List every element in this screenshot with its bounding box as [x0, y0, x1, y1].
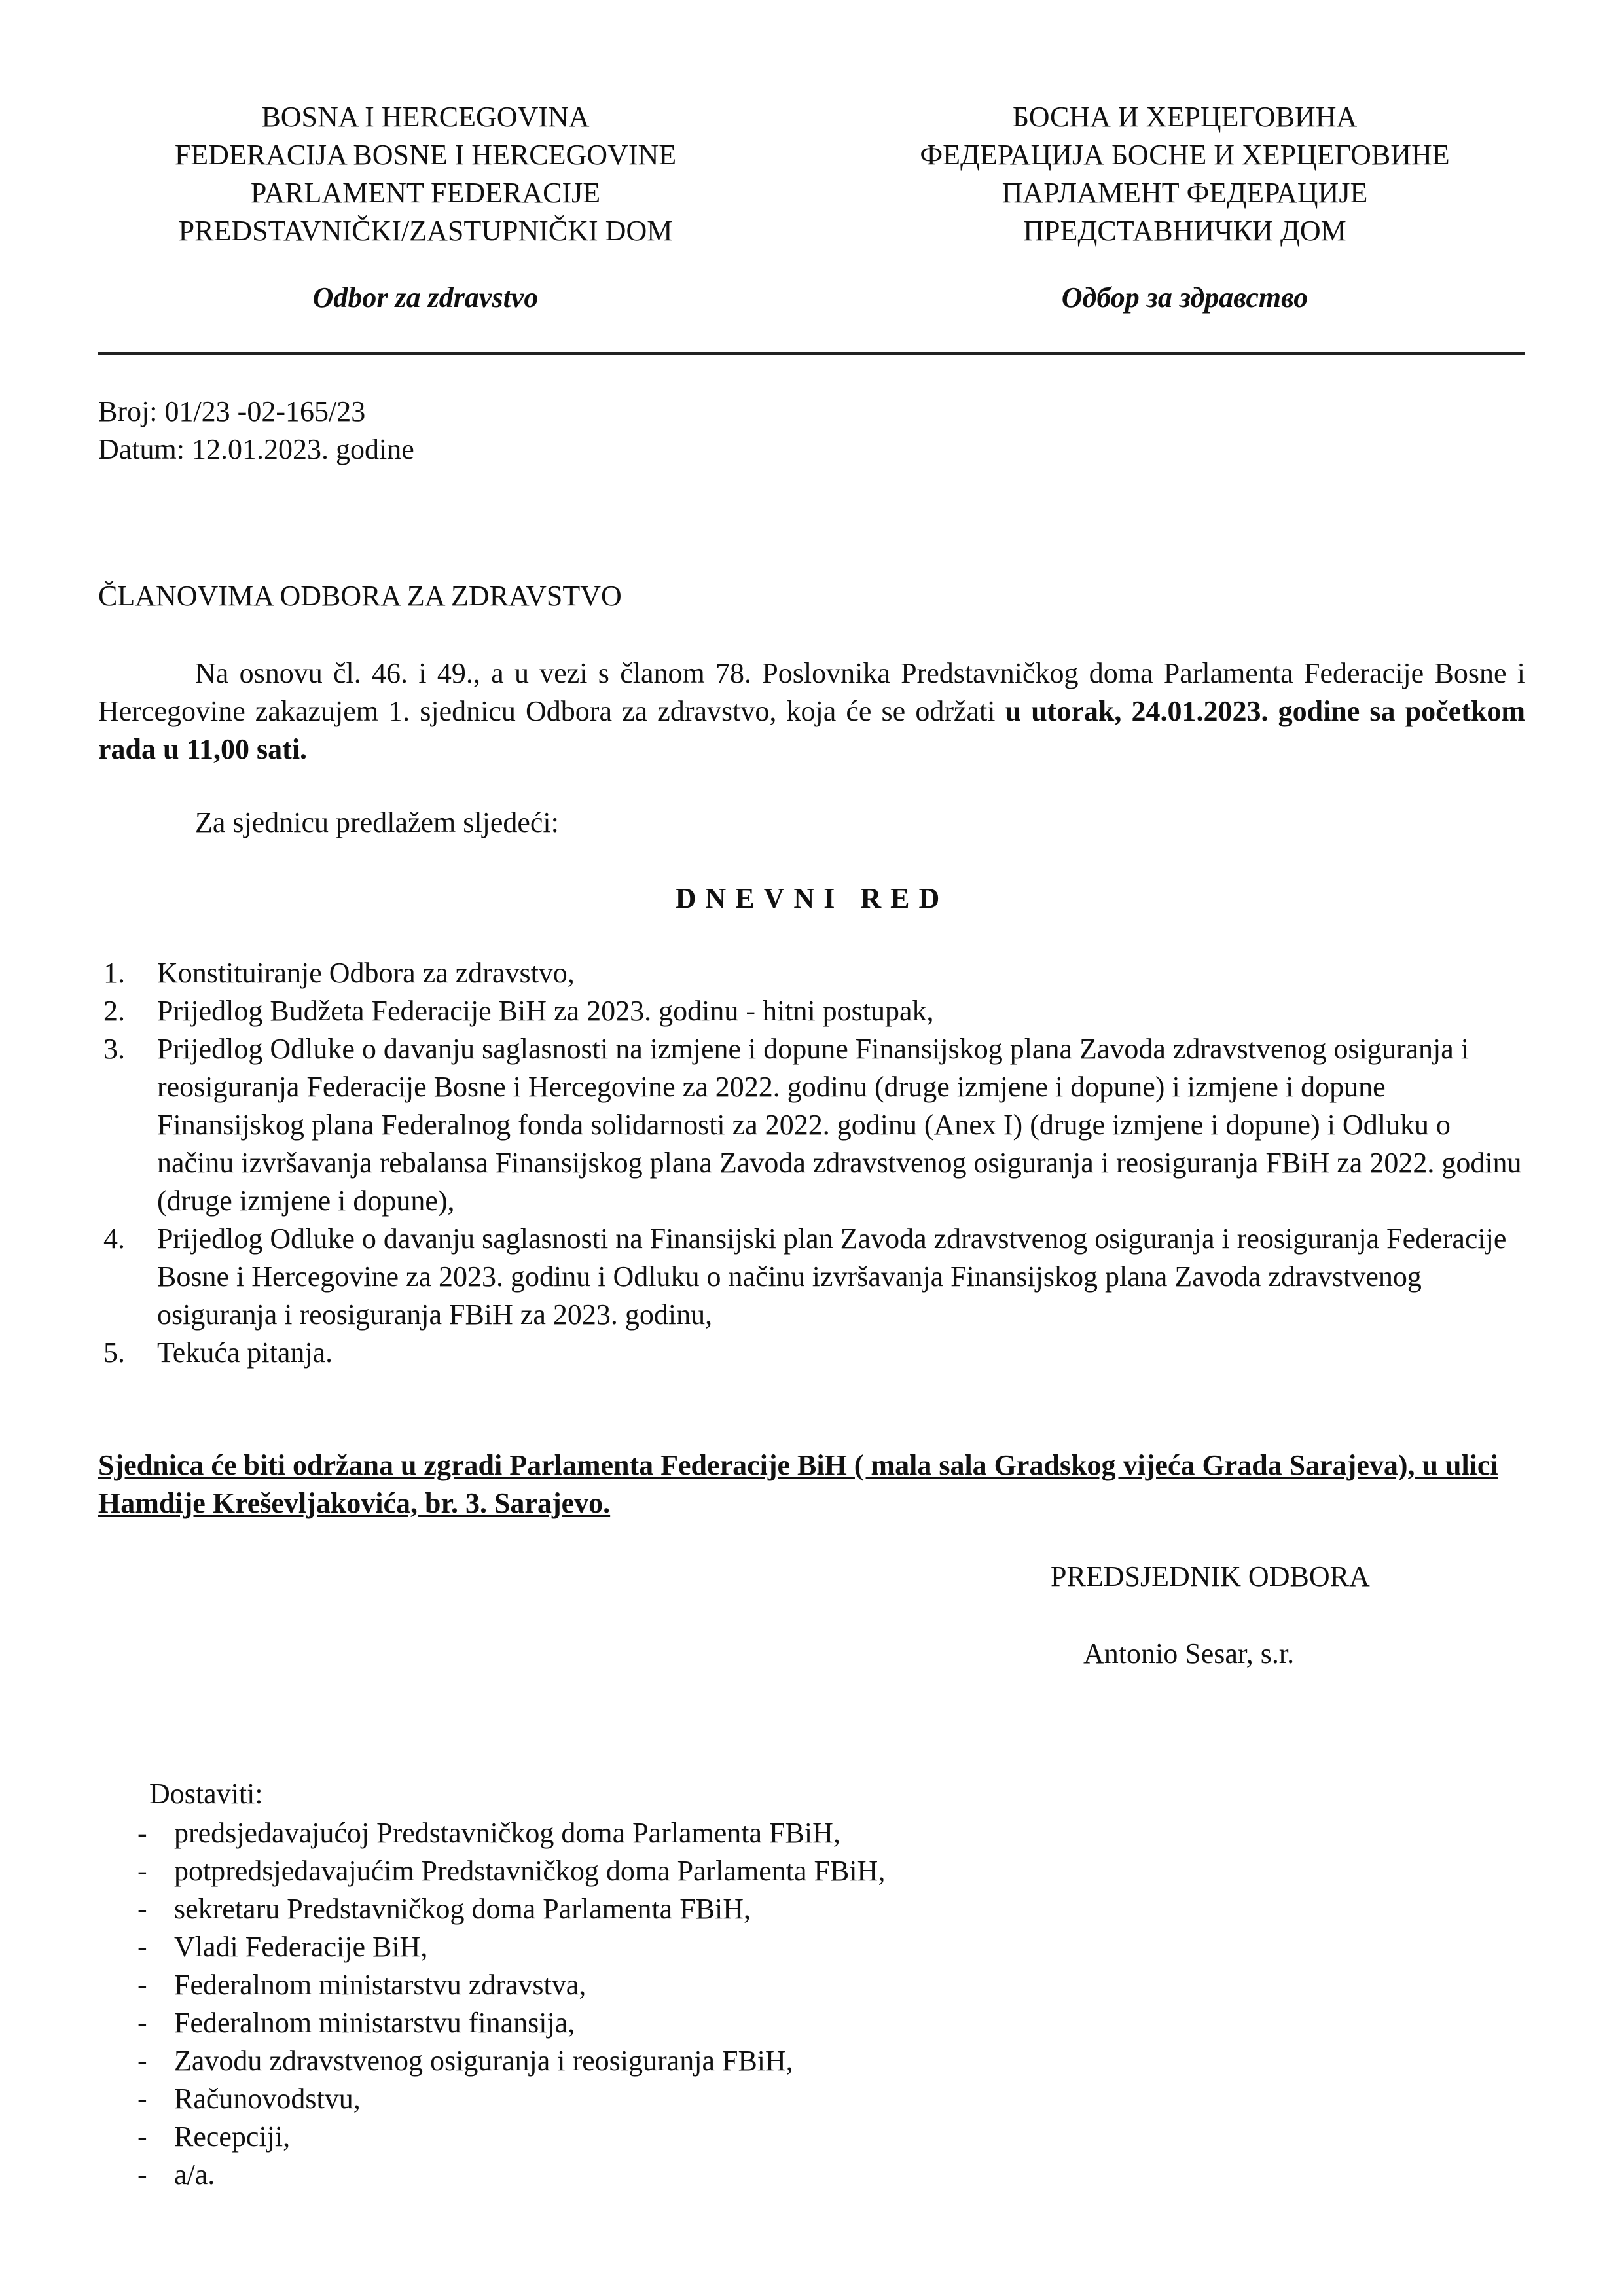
bullet-dash: - — [137, 2083, 147, 2115]
committee-name-cyrillic: Одбор за здравство — [1061, 281, 1308, 314]
recipient-item — [131, 1852, 885, 1890]
agenda-item — [98, 1220, 1525, 1334]
agenda-item — [98, 1030, 1525, 1220]
venue-notice: Sjednica će biti održana u zgradi Parlamenta Federacije BiH ( mala sala Gradskog vijeća Grada Sarajeva), u ulici Hamdije Kreševljakovića, br. 3. Sarajevo. — [98, 1449, 1498, 1519]
proposal-text: Za sjednicu predlažem sljedeći: — [195, 806, 559, 838]
recipient-list — [131, 1814, 885, 2194]
bullet-dash: - — [137, 2045, 147, 2077]
meeting-time: u utorak, 24.01.2023. godine sa početkom rada u 11,00 sati. — [98, 695, 1525, 765]
agenda-item — [98, 1334, 1525, 1372]
recipient-item — [131, 2118, 885, 2156]
header-line: PARLAMENT FEDERACIJE — [250, 177, 601, 209]
committee-name-latin: Odbor za zdravstvo — [312, 281, 539, 314]
header-line: BOSNA I HERCEGOVINA — [261, 101, 590, 133]
recipient-text: Vladi Federacije BiH, — [174, 1931, 428, 1963]
recipient-item — [131, 2156, 885, 2194]
agenda-item-number: 1. — [103, 957, 125, 989]
recipient-text: predsjedavajućoj Predstavničkog doma Parlamenta FBiH, — [174, 1817, 840, 1849]
recipient-item — [131, 2004, 885, 2042]
agenda-item-number: 2. — [103, 995, 125, 1027]
recipient-item — [131, 2042, 885, 2080]
recipient-text: potpredsjedavajućim Predstavničkog doma Parlamenta FBiH, — [174, 1855, 886, 1887]
agenda-list — [98, 954, 1525, 1372]
bullet-dash: - — [137, 2007, 147, 2039]
agenda-item-text: Tekuća pitanja. — [157, 1336, 333, 1369]
agenda-title: DNEVNI RED — [675, 882, 949, 914]
recipient-item — [131, 1928, 885, 1966]
agenda-item-text: Prijedlog Odluke o davanju saglasnosti na izmjene i dopune Finansijskog plana Zavoda zdravstvenog osiguranja i reosiguranja Federacije Bosne i Hercegovine za 2022. godinu (druge izmjene i dopune) i izmjene i dopune Finansijskog plana Federalnog fonda solidarnosti za 2022. godinu (Anex I) (druge izmjene i dopune) i Odluku o načinu izvršavanja rebalansa Finansijskog plana Zavoda zdravstvenog osiguranja i reosiguranja FBiH za 2022. godinu (druge izmjene i dopune), — [157, 1033, 1522, 1217]
header-line: БОСНА И ХЕРЦЕГОВИНА — [1012, 101, 1358, 133]
bullet-dash: - — [137, 1931, 147, 1963]
intro-paragraph — [98, 655, 1525, 768]
agenda-item-number: 4. — [103, 1223, 125, 1255]
document-number: Broj: 01/23 -02-165/23 — [98, 395, 366, 427]
recipient-text: Federalnom ministarstvu zdravstva, — [174, 1969, 586, 2001]
header-cyrillic — [857, 98, 1512, 317]
header-line: ПРЕДСТАВНИЧКИ ДОМ — [1023, 215, 1346, 247]
recipient-text: Računovodstvu, — [174, 2083, 361, 2115]
agenda-item-text: Prijedlog Budžeta Federacije BiH za 2023. godinu - hitni postupak, — [157, 995, 934, 1027]
bullet-dash: - — [137, 1855, 147, 1887]
document-meta — [98, 393, 414, 469]
recipient-text: Federalnom ministarstvu finansija, — [174, 2007, 575, 2039]
intro-text: Na osnovu čl. 46. i 49., a u vezi s članom 78. Poslovnika Predstavničkog doma Parlamenta Federacije Bosne i Hercegovine zakazujem 1. sjednicu Odbora za zdravstvo, koja će se održati — [98, 657, 1525, 727]
bullet-dash: - — [137, 1969, 147, 2001]
header-line: PREDSTAVNIČKI/ZASTUPNIČKI DOM — [178, 215, 673, 247]
bullet-dash: - — [137, 1817, 147, 1849]
header-line: ФЕДЕРАЦИЈА БОСНЕ И ХЕРЦЕГОВИНЕ — [920, 139, 1450, 171]
header-divider — [98, 352, 1525, 357]
recipient-text: a/a. — [174, 2159, 215, 2191]
recipient-item — [131, 1966, 885, 2004]
agenda-item-number: 5. — [103, 1336, 125, 1369]
header-line: FEDERACIJA BOSNE I HERCEGOVINE — [174, 139, 677, 171]
addressee: ČLANOVIMA ODBORA ZA ZDRAVSTVO — [98, 580, 622, 612]
recipient-text: sekretaru Predstavničkog doma Parlamenta FBiH, — [174, 1893, 751, 1925]
agenda-item — [98, 992, 1525, 1030]
document-date: Datum: 12.01.2023. godine — [98, 433, 414, 465]
delivery-label: Dostaviti: — [149, 1778, 263, 1810]
signature-name: Antonio Sesar, s.r. — [1083, 1638, 1295, 1670]
recipient-item — [131, 2080, 885, 2118]
recipient-item — [131, 1814, 885, 1852]
agenda-item-number: 3. — [103, 1033, 125, 1065]
agenda-item-text: Prijedlog Odluke o davanju saglasnosti na Finansijski plan Zavoda zdravstvenog osiguranja i reosiguranja Federacije Bosne i Hercegovine za 2023. godinu i Odluku o načinu izvršavanja Finansijskog plana Zavoda zdravstvenog osiguranja i reosiguranja FBiH za 2023. godinu, — [157, 1223, 1507, 1331]
bullet-dash: - — [137, 2121, 147, 2153]
header-line: ПАРЛАМЕНТ ФЕДЕРАЦИЈЕ — [1001, 177, 1368, 209]
recipient-text: Zavodu zdravstvenog osiguranja i reosiguranja FBiH, — [174, 2045, 793, 2077]
bullet-dash: - — [137, 2159, 147, 2191]
recipient-item — [131, 1890, 885, 1928]
agenda-item-text: Konstituiranje Odbora za zdravstvo, — [157, 957, 575, 989]
agenda-item — [98, 954, 1525, 992]
bullet-dash: - — [137, 1893, 147, 1925]
header-latin — [98, 98, 753, 317]
recipient-text: Recepciji, — [174, 2121, 291, 2153]
signature-title: PREDSJEDNIK ODBORA — [1051, 1560, 1370, 1592]
